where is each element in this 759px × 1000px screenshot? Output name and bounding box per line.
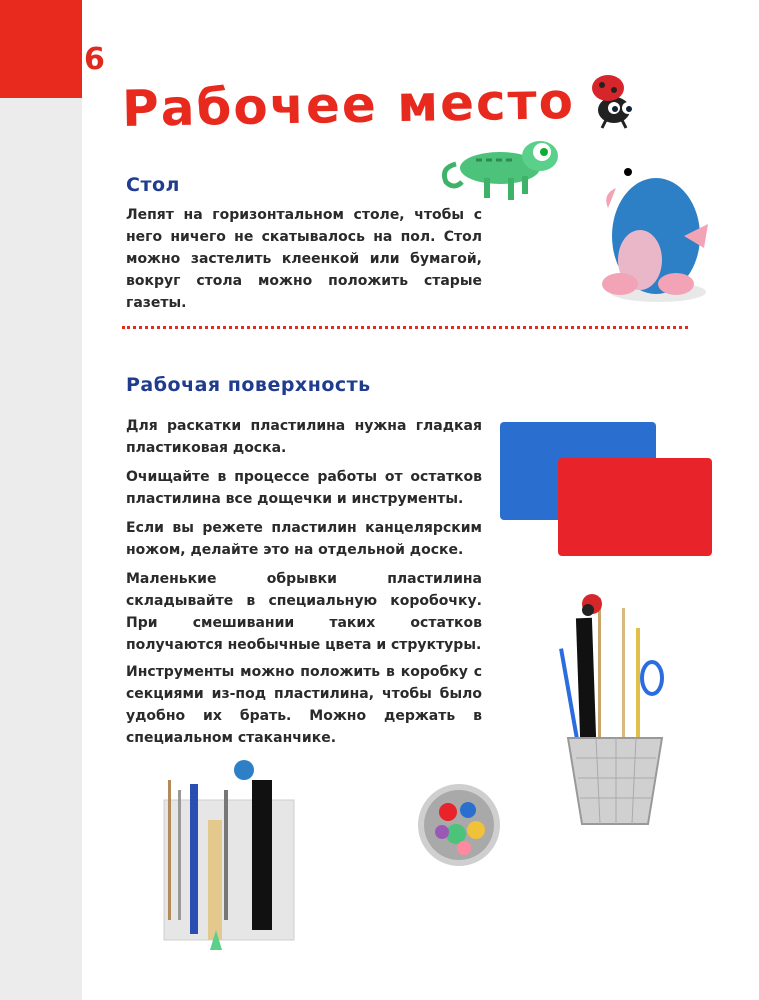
page-title: Рабочее место: [121, 72, 576, 138]
ladybug-figurine-image: [584, 70, 648, 130]
page-tab-marker: [0, 0, 82, 98]
section-heading-table: Стол: [126, 174, 180, 196]
left-margin-band: [0, 0, 82, 1000]
surface-paragraph-4: Маленькие обрывки пластилина складывайте в специальную коробочку. При смешивании таких остатков получаются необычные цвета и структуры.: [126, 571, 482, 653]
chameleon-figurine-image: [436, 134, 568, 204]
surface-paragraph-2: Очищайте в процессе работы от остатков пластилина все дощечки и инструменты.: [126, 469, 482, 507]
tool-box-image: [160, 760, 300, 950]
plastic-boards-image: [498, 420, 718, 560]
plasticine-leftovers-jar-image: [416, 782, 502, 868]
mole-figurine-image: [588, 156, 720, 306]
section-divider: [122, 326, 688, 329]
pencil-cup-image: [556, 588, 676, 838]
surface-paragraph-3: Если вы режете пластилин канцелярским ножом, делайте это на отдельной доске.: [126, 520, 482, 558]
surface-paragraph-5: Инструменты можно положить в коробку с секциями из-под пластилина, чтобы было удобно их брать. Можно держать в специальном стаканчике.: [126, 664, 482, 746]
surface-paragraph-1: Для раскатки пластилина нужна гладкая пластиковая доска.: [126, 418, 482, 456]
table-paragraph: Лепят на горизонтальном столе, чтобы с него ничего не скатывалось на пол. Стол можно застелить клеенкой или бумагой, вокруг стола можно положить старые газеты.: [126, 207, 482, 311]
section-heading-surface: Рабочая поверхность: [126, 374, 371, 396]
page-number: 6: [84, 42, 105, 77]
